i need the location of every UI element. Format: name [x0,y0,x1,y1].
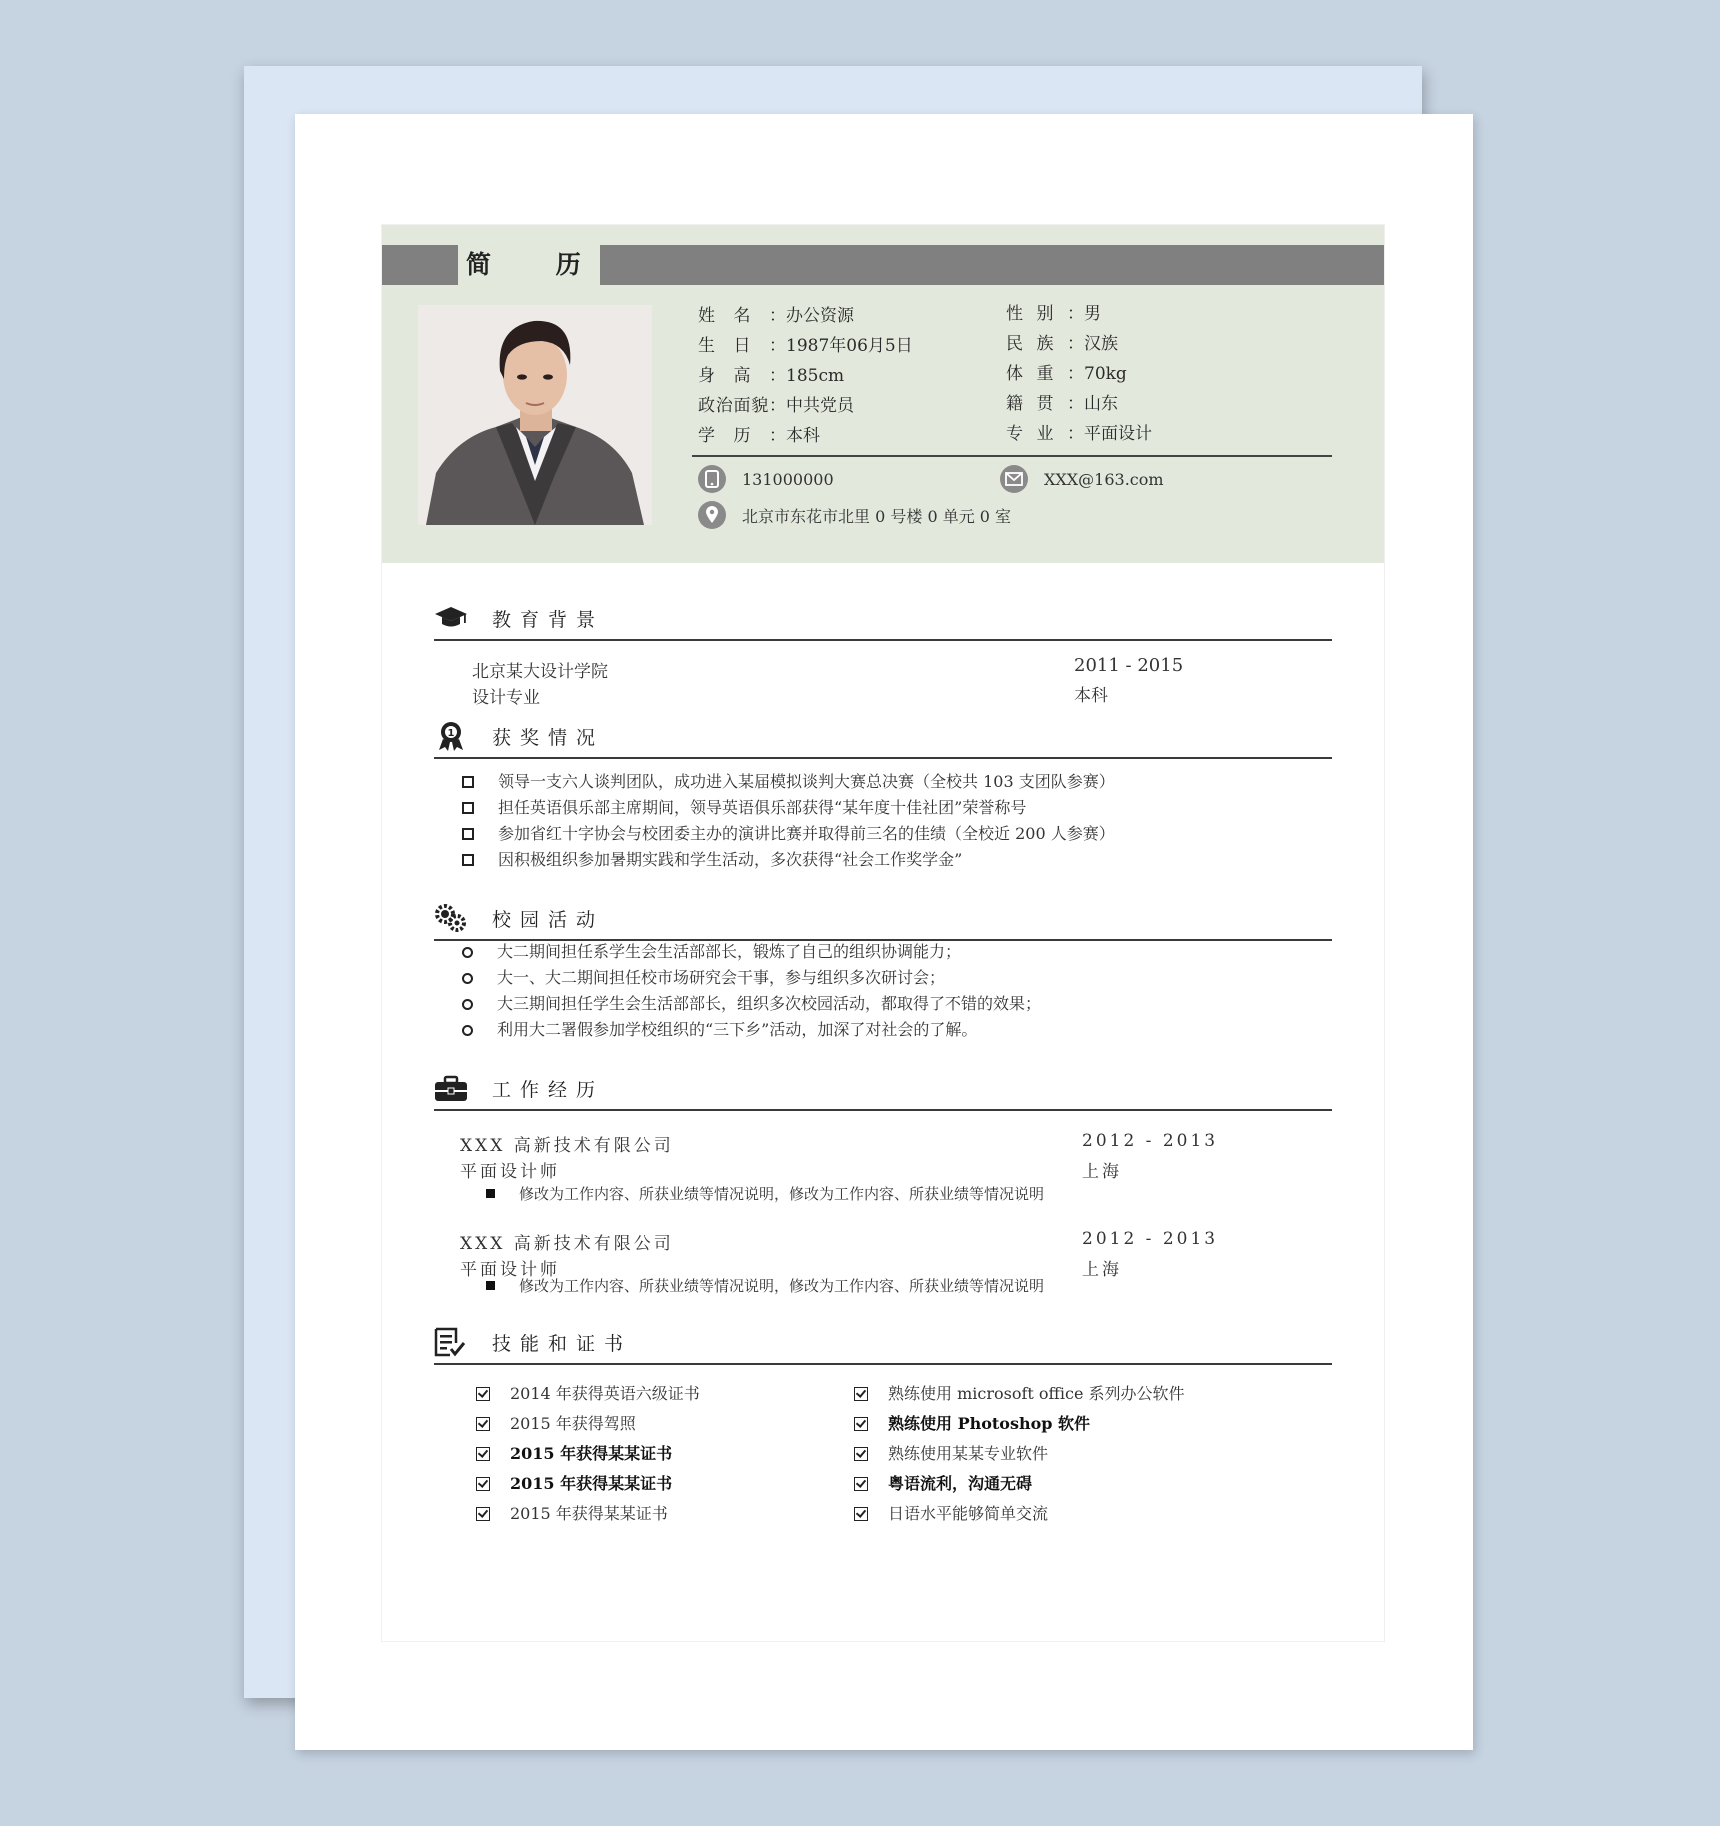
skill-text: 粤语流利，沟通无碍 [888,1474,1033,1493]
list-item [462,769,1115,795]
section-divider [434,757,1332,759]
address-text: 北京市东花市北里 0 号楼 0 单元 0 室 [742,506,1012,526]
graduation-cap-icon [434,603,468,633]
section-title: 校园活动 [492,909,605,931]
section-divider [434,1363,1332,1365]
info-value: 平面设计 [1084,424,1152,444]
contact-address [698,501,1011,529]
contact-email [1000,465,1164,493]
info-major [1006,419,1152,449]
section-header [434,597,1332,641]
svg-text:1: 1 [447,728,455,739]
skill-text: 日语水平能够简单交流 [888,1504,1049,1523]
person-portrait-icon [418,305,652,525]
campus-list [462,939,1041,1043]
checkbox-icon [476,1447,490,1461]
info-height [698,361,913,391]
contact-phone [698,465,834,493]
list-item-text: 担任英语俱乐部主席期间，领导英语俱乐部获得“某年度十佳社团”荣誉称号 [498,798,1027,817]
info-label: 籍贯： [1006,394,1084,414]
section-title: 获奖情况 [492,727,605,749]
info-gender [1006,299,1152,329]
info-hometown [1006,389,1152,419]
job-desc-text: 修改为工作内容、所获业绩等情况说明，修改为工作内容、所获业绩等情况说明 [519,1185,1045,1203]
list-item [462,1017,1041,1043]
job-position: 平面设计师 [460,1162,560,1182]
personal-info-col1 [698,301,913,451]
info-value: 办公资源 [786,306,854,326]
award-medal-icon [434,721,468,751]
awards-list [462,769,1115,873]
circle-bullet-icon [462,1025,473,1036]
list-item [854,1469,1185,1499]
info-value: 70kg [1084,364,1127,384]
job-desc-text: 修改为工作内容、所获业绩等情况说明，修改为工作内容、所获业绩等情况说明 [519,1277,1045,1295]
skills-section [434,1321,1332,1521]
title-char-1: 简 [466,250,496,279]
list-item [854,1439,1185,1469]
phone-text: 131000000 [742,469,834,489]
section-title: 教育背景 [492,609,605,631]
list-item [476,1409,700,1439]
skill-text: 熟练使用 Photoshop 软件 [888,1414,1091,1433]
checkbox-icon [854,1477,868,1491]
resume-title [466,243,596,287]
info-value: 1987年06月5日 [786,336,913,356]
list-item [854,1499,1185,1529]
checkbox-icon [854,1447,868,1461]
list-item-text: 领导一支六人谈判团队，成功进入某届模拟谈判大赛总决赛（全校共 103 支团队参赛） [498,772,1115,791]
list-item-text: 利用大二署假参加学校组织的“三下乡”活动，加深了对社会的了解。 [497,1020,978,1039]
filled-square-bullet-icon [486,1281,495,1290]
list-item [462,847,1115,873]
section-divider [434,1109,1332,1111]
job-years: 2012 - 2013 [1082,1229,1219,1249]
list-item [462,991,1041,1017]
checkbox-icon [476,1417,490,1431]
personal-info-col2 [1006,299,1152,449]
info-value: 中共党员 [786,396,854,416]
school-major: 设计专业 [472,688,540,708]
resume-header [382,225,1384,563]
info-divider [692,455,1332,457]
filled-square-bullet-icon [486,1189,495,1198]
briefcase-icon [434,1073,468,1103]
info-weight [1006,359,1152,389]
info-political [698,391,913,421]
skill-text: 熟练使用某某专业软件 [888,1444,1049,1463]
title-char-2: 历 [555,250,585,279]
circle-bullet-icon [462,999,473,1010]
skill-text: 2015 年获得某某证书 [510,1474,673,1493]
title-bar-right [600,245,1384,285]
skill-text: 2015 年获得某某证书 [510,1504,668,1523]
list-item [462,821,1115,847]
square-bullet-icon [462,854,474,866]
list-item [462,795,1115,821]
info-education [698,421,913,451]
circle-bullet-icon [462,973,473,984]
info-value: 山东 [1084,394,1118,414]
gears-icon [434,903,468,933]
info-value: 汉族 [1084,334,1118,354]
section-title: 技能和证书 [492,1333,633,1355]
section-header [434,897,1332,941]
job-years: 2012 - 2013 [1082,1131,1219,1151]
title-bar-left [382,245,458,285]
list-item [476,1499,700,1529]
info-label: 专业： [1006,424,1084,444]
list-item [462,965,1041,991]
job-city: 上海 [1082,1260,1122,1280]
list-item [462,939,1041,965]
education-years: 2011 - 2015 [1074,655,1184,676]
resume-page [295,114,1473,1750]
section-header [434,1067,1332,1111]
list-item [476,1439,700,1469]
square-bullet-icon [462,776,474,788]
checkbox-icon [854,1417,868,1431]
job-company: XXX 高新技术有限公司 [460,1234,674,1254]
awards-section [434,715,1332,885]
skill-text: 2015 年获得某某证书 [510,1444,673,1463]
info-label: 民族： [1006,334,1084,354]
list-item-text: 大一、大二期间担任校市场研究会干事，参与组织多次研讨会； [497,968,946,987]
list-item [476,1379,700,1409]
resume-sheet [381,224,1385,1642]
education-degree: 本科 [1074,686,1108,706]
info-label: 姓名： [698,306,786,326]
info-value: 185cm [786,366,845,386]
list-item [854,1409,1185,1439]
section-header [434,1321,1332,1365]
info-birthday [698,331,913,361]
info-label: 身高： [698,366,786,386]
skill-text: 2015 年获得驾照 [510,1414,636,1433]
job-company: XXX 高新技术有限公司 [460,1136,674,1156]
list-item [476,1469,700,1499]
info-label: 性别： [1006,304,1084,324]
info-label: 政治面貌： [698,396,786,416]
list-item-text: 参加省红十字协会与校团委主办的演讲比赛并取得前三名的佳绩（全校近 200 人参赛） [498,824,1115,843]
section-divider [434,639,1332,641]
info-label: 体重： [1006,364,1084,384]
skill-text: 熟练使用 microsoft office 系列办公软件 [888,1384,1185,1403]
info-value: 本科 [786,426,820,446]
mail-icon [1000,465,1028,493]
skill-text: 2014 年获得英语六级证书 [510,1384,700,1403]
campus-section [434,897,1332,1057]
phone-icon [698,465,726,493]
square-bullet-icon [462,802,474,814]
info-ethnicity [1006,329,1152,359]
job-city: 上海 [1082,1162,1122,1182]
list-item [854,1379,1185,1409]
work-section [434,1067,1332,1327]
checkbox-icon [476,1507,490,1521]
info-value: 男 [1084,304,1101,324]
section-title: 工作经历 [492,1079,605,1101]
profile-photo [418,305,652,525]
job-position: 平面设计师 [460,1260,560,1280]
list-item-text: 因积极组织参加暑期实践和学生活动，多次获得“社会工作奖学金” [498,850,963,869]
square-bullet-icon [462,828,474,840]
list-item-text: 大二期间担任系学生会生活部部长，锻炼了自己的组织协调能力； [497,942,962,961]
skills-list-right [854,1379,1185,1529]
certificate-list-icon [434,1327,468,1357]
checkbox-icon [854,1387,868,1401]
education-section [434,597,1332,727]
skills-list-left [476,1379,700,1529]
info-label: 生日： [698,336,786,356]
job-description [486,1183,1044,1204]
school-name: 北京某大设计学院 [472,662,608,682]
info-label: 学历： [698,426,786,446]
checkbox-icon [476,1477,490,1491]
circle-bullet-icon [462,947,473,958]
job-description [486,1275,1044,1296]
location-pin-icon [698,501,726,529]
section-header [434,715,1332,759]
checkbox-icon [854,1507,868,1521]
list-item-text: 大三期间担任学生会生活部部长，组织多次校园活动，都取得了不错的效果； [497,994,1042,1013]
info-name [698,301,913,331]
email-text: XXX@163.com [1044,469,1164,489]
checkbox-icon [476,1387,490,1401]
